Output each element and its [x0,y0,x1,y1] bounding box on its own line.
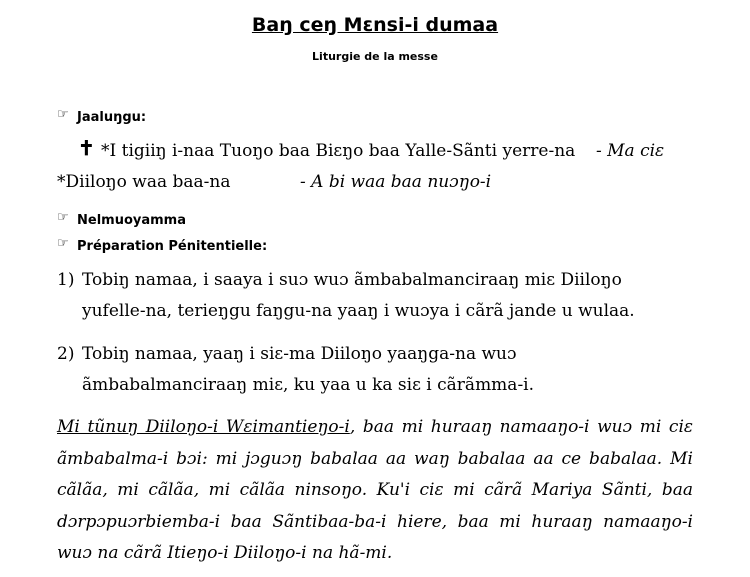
greeting-line-2: *Diiloŋo waa baa-na [57,172,231,192]
penitential-heading [57,236,268,254]
greeting-line-1-text: *I tigiiŋ i-naa Tuoŋo baa Biɛŋo baa Yalle-Sãnti yerre-na [101,141,576,161]
item-1-line-2: yufelle-na, terieŋgu faŋgu-na yaaŋ i wuɔya i cãrã jande u wulaa. [82,301,635,321]
greeting-heading [57,107,147,125]
item-1-number: 1) [57,270,75,290]
greeting-heading-label: Jaaluŋgu: [77,110,147,125]
item-2-line-1: Tobiŋ namaa, yaaŋ i siɛ-ma Diiloŋo yaaŋga-na wuɔ [82,344,517,364]
item-1-line-1: Tobiŋ namaa, i saaya i suɔ wuɔ ãmbabalmanciraaŋ miɛ Diiloŋo [82,270,622,290]
penitential-heading-label: Préparation Pénitentielle: [77,239,268,254]
pointing-hand-icon: ☞ [57,236,69,251]
welcome-heading [57,210,186,228]
page-title: Baŋ ceŋ Mɛnsi-i dumaa [251,14,499,36]
item-2-number: 2) [57,344,75,364]
confiteor-prayer [57,412,693,570]
prayer-body: , baa mi huraaŋ namaaŋo-i wuɔ mi ciɛ ãmbabalma-i bɔi: mi jɔguɔŋ babalaa aa waŋ babalaa aa ce babalaa. Mi cãlãa, mi cãlãa, mi cãlãa ninsoŋo. Ku'i ciɛ mi cãrã Mariya Sãnti, baa dɔrpɔpuɔrbiemba-i baa Sãntibaa-ba-i hiere, baa mi huraaŋ namaaŋo-i wuɔ na cãrã Itieŋo-i Diiloŋo-i na hã-mi. [57,417,694,563]
pointing-hand-icon: ☞ [57,210,69,225]
item-2-line-2: ãmbabalmanciraaŋ miɛ, ku yaa u ka siɛ i cãrãmma-i. [82,375,535,395]
page-subtitle: Liturgie de la messe [312,50,438,63]
greeting-line-1 [101,141,575,161]
prayer-underlined-opening: Mi tũnuŋ Diiloŋo-i Wɛimantieŋo-i [57,417,350,437]
welcome-heading-label: Nelmuoyamma [77,213,186,228]
greeting-response-2: - A bi waa baa nuɔŋo-i [300,172,492,192]
pointing-hand-icon: ☞ [57,107,69,122]
greeting-response-1: - Ma ciɛ [596,141,665,161]
cross-icon: ✝ [78,136,95,160]
